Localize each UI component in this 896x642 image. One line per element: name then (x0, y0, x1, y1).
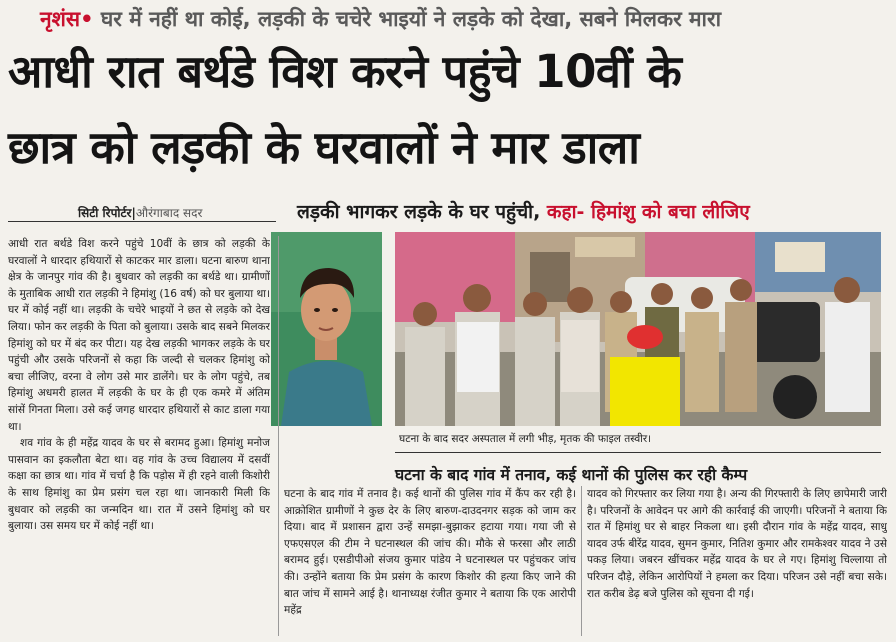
kicker-bullet: • (80, 7, 94, 31)
right-paragraph: यादव को गिरफ्तार कर लिया गया है। अन्य की गिरफ्तारी के लिए छापेमारी जारी है। परिजनों के आवेदन पर आगे की कार्रवाई की जाएगी। परिजनों ने बताया कि रात में हिमांशु घर से बाहर निकला था। इसी दौरान गांव के महेंद्र यादव, साधु यादव उर्फ बीरेंद्र यादव, सुमन कुमार, नितिश कुमार और रामकेश्वर यादव ने उसे पकड़ लिया। जबरन खींचकर महेंद्र यादव के घर ले गए। हिमांशु चिल्लाया तो परिजन दौड़े, लेकिन आरोपियों ने हमला कर दिया। परिजन उसे नहीं बचा सके। रात करीब डेढ़ बजे पुलिस को सूचना दी गई। (587, 488, 887, 600)
portrait-illustration (271, 232, 382, 426)
byline-reporter: सिटी रिपोर्टर (78, 206, 132, 220)
byline-separator: | (131, 206, 136, 220)
headline-line-1: आधी रात बर्थडे विश करने पहुंचे 10वीं के (8, 45, 682, 98)
left-paragraph-2: शव गांव के ही महेंद्र यादव के घर से बरामद हुआ। हिमांशु मनोज पासवान का इकलौता बेटा था। वह गांव के उच्च विद्यालय में दसवीं कक्षा का छात्र था। गांव में चर्चा है कि पड़ोस में ही रहने वाली किशोरी के साथ हिमांशु का प्रेम प्रसंग चल रहा था। जानकारी मिली कि बुधवार को लड़की का जन्मदिन था। रात में उसने हिमांशु को घर बुलाया। उस समय घर में कोई नहीं था। (8, 437, 270, 533)
left-article-column (8, 236, 270, 636)
crowd-illustration (395, 232, 881, 426)
column-divider-1 (278, 236, 279, 636)
subhead-part-1: लड़की भागकर लड़के के घर पहुंची, (297, 201, 541, 223)
headline-line-2: छात्र को लड़की के घरवालों ने मार डाला (8, 121, 640, 174)
kicker-line (40, 5, 721, 33)
kicker-text: घर में नहीं था कोई, लड़की के चचेरे भाइयों ने लड़के को देखा, सबने मिलकर मारा (100, 7, 722, 31)
subhead-part-2: कहा- हिमांशु को बचा लीजिए (546, 201, 750, 223)
byline (78, 204, 202, 221)
left-paragraph-1: आधी रात बर्थडे विश करने पहुंचे 10वीं के छात्र को लड़की के घरवालों ने धारदार हथियारों से काटकर मार डाला। घटना बारुण थाना क्षेत्र के जानपुर गांव की है। बुधवार को लड़की का बर्थडे था। ग्रामीणों के मुताबिक आधी रात लड़की ने हिमांशु (16 वर्ष) को घर बुलाया था। घर में कोई नहीं था। लड़की के चचेरे भाइयों ने छत से लड़के को देख लिया। फोन कर लड़की के पिता को बुलाया। उसके बाद सबने मिलकर हिमांशु को घर में बंद कर पीटा। यह देख लड़की भागकर लड़के के घर पहुंची और उसके परिजनों से कहा कि जल्दी से चलकर हिमांशु को बचा लीजिए, वरना वे लोग उसे मार डालेंगे। घर के लोग पहुंचे, तब हिमांशु अधमरी हालत में लड़की के घर के ही एक कमरे में अंतिम सांसें गिनता मिला। उसे कई जगह धारदार हथियारों से काट डाला गया था। (8, 238, 270, 433)
kicker-tag: नृशंस (40, 7, 81, 31)
victim-portrait-photo (271, 232, 382, 426)
right-article-column (587, 486, 887, 638)
column-divider-2 (581, 486, 582, 636)
section-subheadline: घटना के बाद गांव में तनाव, कई थानों की पुलिस कर रही कैम्प (395, 466, 748, 484)
caption-rule (395, 452, 881, 453)
hospital-crowd-photo (395, 232, 881, 426)
byline-city: औरंगाबाद सदर (135, 206, 203, 220)
photo-subheadline (297, 198, 750, 224)
middle-paragraph: घटना के बाद गांव में तनाव है। कई थानों की पुलिस गांव में कैंप कर रही है। आक्रोशित ग्रामीणों ने कुछ देर के लिए बारुण-दाउदनगर सड़क को जाम कर दिया। बाद में प्रशासन द्वारा उन्हें समझा-बुझाकर हटाया गया। गया जी से एफएसएल की टीम ने घटनास्थल की जांच की। मौके से फरसा और लाठी बरामद हुई। एसडीपीओ संजय कुमार पांडेय ने घटनास्थल पर पहुंचकर जांच की। उन्होंने बताया कि प्रेम प्रसंग के कारण किशोर की हत्या किए जाने की बात जांच में सामने आई है। थानाध्यक्ष रंजीत कुमार ने बताया कि एक आरोपी महेंद्र (284, 488, 576, 617)
photo-caption: घटना के बाद सदर अस्पताल में लगी भीड़, मृतक की फाइल तस्वीर। (399, 433, 652, 445)
middle-article-column (284, 486, 576, 638)
byline-rule (8, 221, 276, 222)
